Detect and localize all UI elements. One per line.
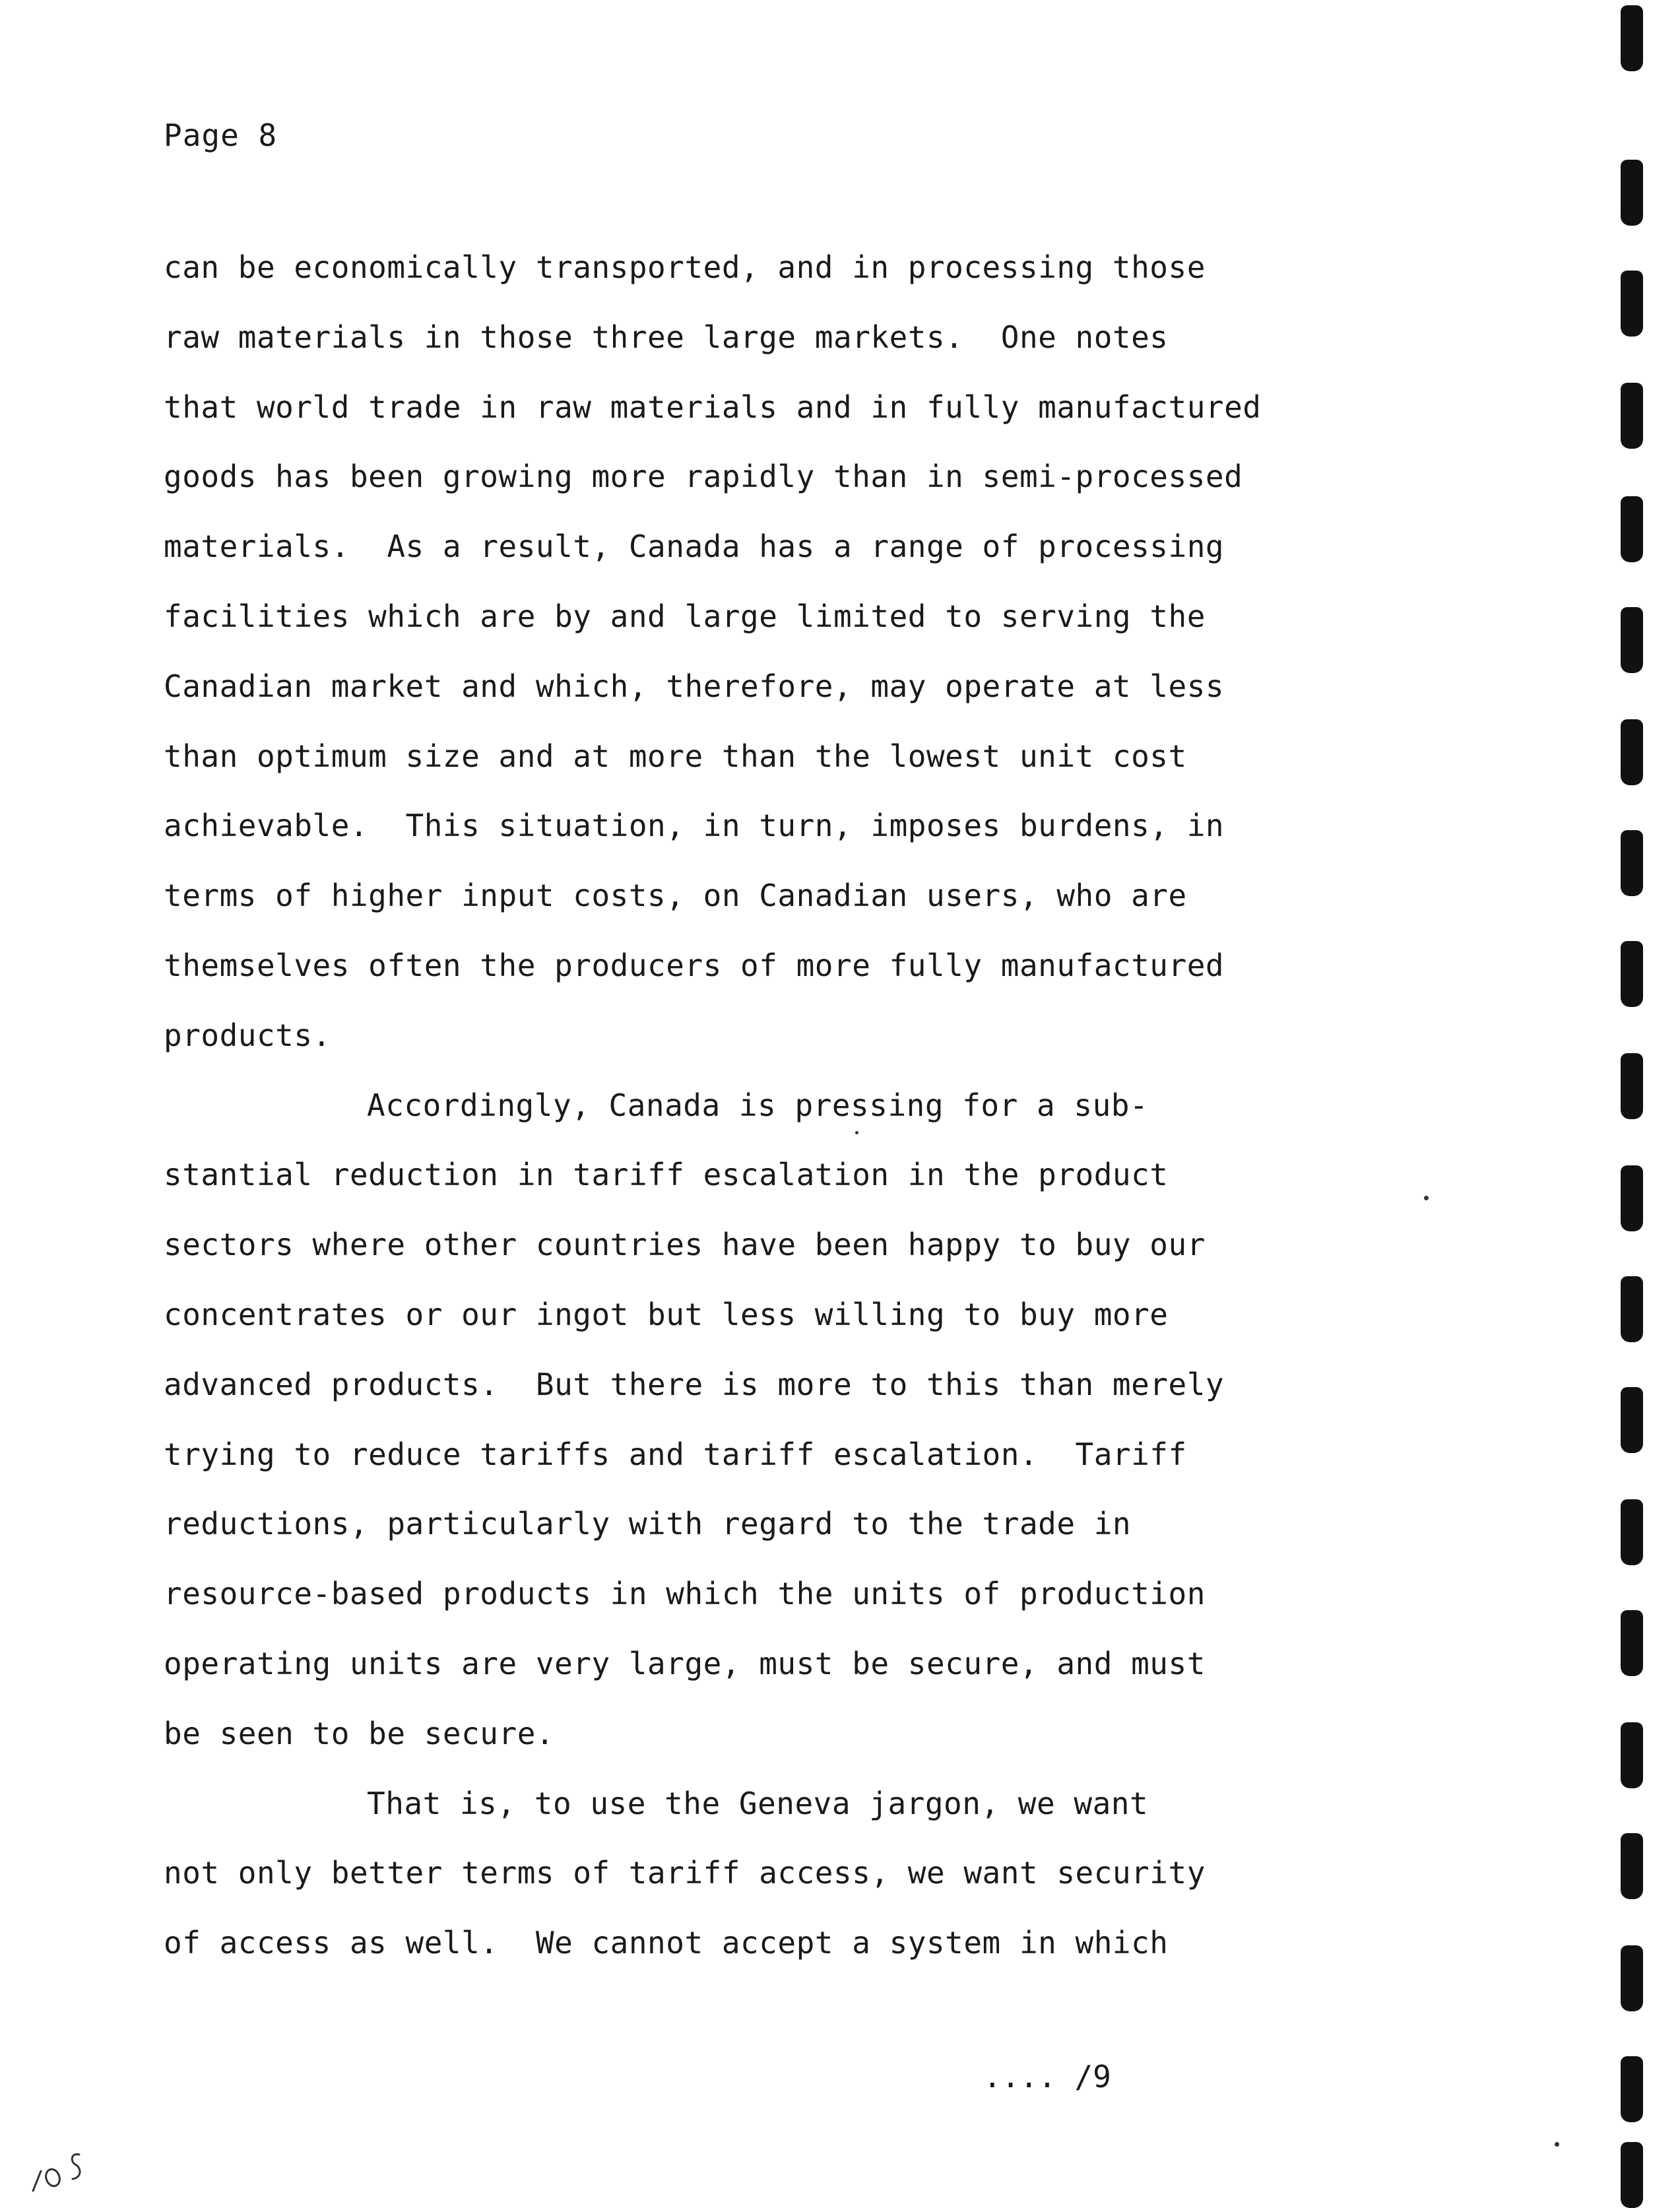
text-line: goods has been growing more rapidly than in semi-processed	[164, 459, 1243, 495]
punch-hole-mark	[1621, 1387, 1643, 1453]
punch-hole-mark	[1621, 160, 1643, 226]
text-line: of access as well. We cannot accept a system in which	[164, 1925, 1169, 1961]
text-line: not only better terms of tariff access, we want security	[164, 1855, 1206, 1891]
text-line: raw materials in those three large markets. One notes	[164, 319, 1169, 355]
text-line: than optimum size and at more than the lowest unit cost	[164, 738, 1187, 774]
text-line: be seen to be secure.	[164, 1715, 555, 1751]
punch-hole-mark	[1621, 2056, 1643, 2122]
page-header: Page 8	[164, 117, 278, 153]
text-line: achievable. This situation, in turn, imposes burdens, in	[164, 808, 1225, 844]
punch-hole-mark	[1621, 941, 1643, 1007]
text-line: sectors where other countries have been happy to buy our	[164, 1227, 1206, 1263]
text-line: concentrates or our ingot but less willing to buy more	[164, 1296, 1169, 1332]
text-line: trying to reduce tariffs and tariff escalation. Tariff	[164, 1436, 1187, 1472]
text-line: can be economically transported, and in processing those	[164, 249, 1206, 285]
text-line: resource-based products in which the units of production	[164, 1576, 1206, 1612]
text-line: reductions, particularly with regard to the trade in	[164, 1506, 1132, 1542]
punch-hole-mark	[1621, 383, 1643, 449]
punch-hole-mark	[1621, 1276, 1643, 1342]
punch-hole-mark	[1621, 1165, 1643, 1231]
text-line: products.	[164, 1017, 331, 1053]
scan-speck	[1555, 2142, 1559, 2147]
punch-hole-mark	[1621, 1945, 1643, 2011]
punch-hole-mark	[1621, 496, 1643, 562]
punch-hole-mark	[1621, 719, 1643, 785]
text-line: Accordingly, Canada is pressing for a sub-	[367, 1087, 1149, 1123]
text-line: stantial reduction in tariff escalation in the product	[164, 1157, 1169, 1193]
punch-hole-mark	[1621, 271, 1643, 337]
punch-hole-mark	[1621, 2142, 1643, 2208]
punch-hole-mark	[1621, 1833, 1643, 1899]
punch-hole-mark	[1621, 5, 1643, 71]
text-line: themselves often the producers of more fully manufactured	[164, 947, 1225, 983]
punch-hole-mark	[1621, 1053, 1643, 1119]
text-line: That is, to use the Geneva jargon, we want	[367, 1785, 1149, 1821]
text-line: advanced products. But there is more to this than merely	[164, 1366, 1225, 1402]
text-line: that world trade in raw materials and in fully manufactured	[164, 389, 1262, 425]
binding-punch-strip	[1615, 0, 1655, 2208]
text-line: Canadian market and which, therefore, may operate at less	[164, 668, 1225, 704]
punch-hole-mark	[1621, 607, 1643, 673]
text-line: facilities which are by and large limited to serving the	[164, 598, 1206, 634]
continuation-marker: .... /9	[983, 2059, 1111, 2094]
text-line: operating units are very large, must be secure, and must	[164, 1645, 1206, 1681]
text-line: materials. As a result, Canada has a range of processing	[164, 529, 1225, 565]
punch-hole-mark	[1621, 1722, 1643, 1788]
scan-speck	[855, 1131, 858, 1134]
scan-speck	[1424, 1196, 1429, 1200]
body-text	[164, 244, 1417, 1990]
handwritten-note	[26, 2131, 99, 2197]
punch-hole-mark	[1621, 830, 1643, 896]
text-line: terms of higher input costs, on Canadian users, who are	[164, 878, 1187, 914]
punch-hole-mark	[1621, 1610, 1643, 1676]
punch-hole-mark	[1621, 1499, 1643, 1565]
